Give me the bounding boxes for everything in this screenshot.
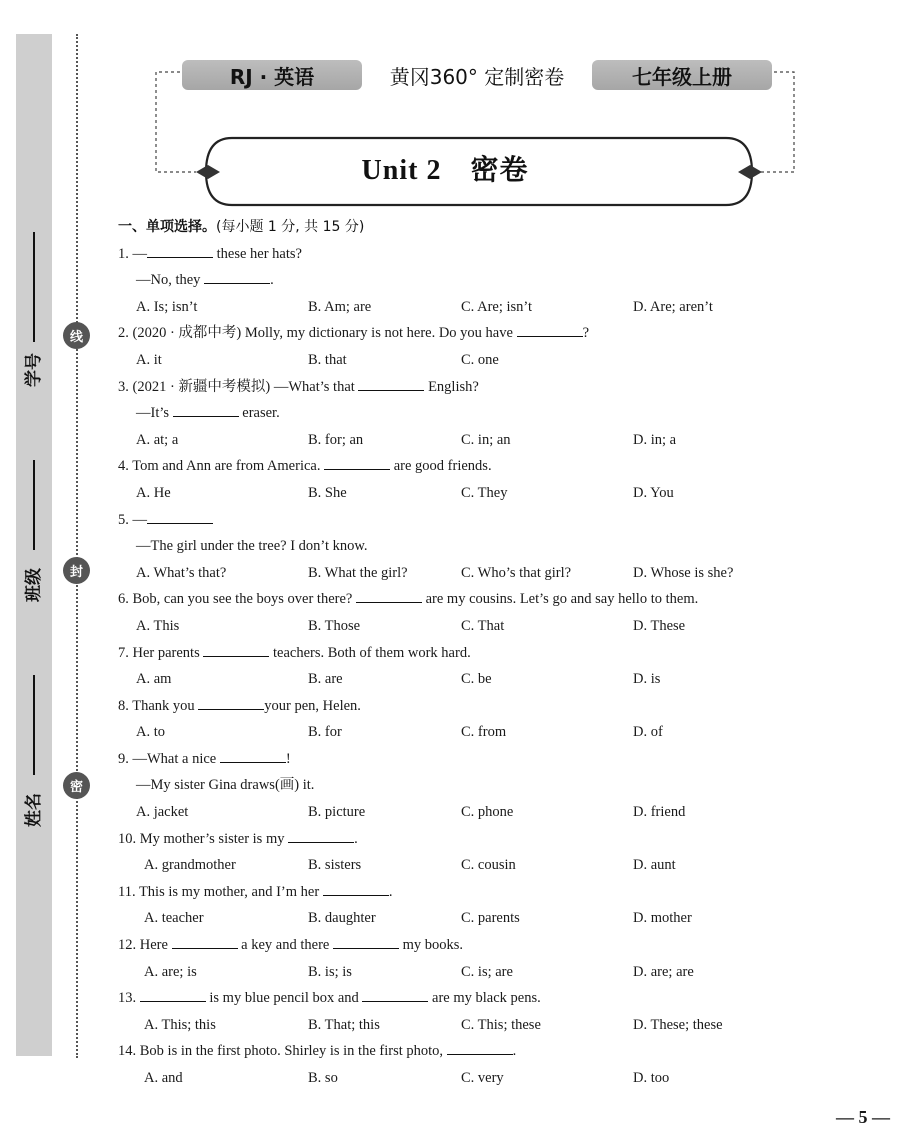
option-c[interactable]: C. cousin [461,857,516,874]
student-number-line [33,232,35,342]
option-a[interactable]: A. This; this [144,1016,216,1033]
option-c[interactable]: C. parents [461,910,520,927]
question-text: 12. Here [118,937,172,954]
question-line [118,400,838,427]
question-text: . [270,272,274,289]
options-row [118,666,838,693]
option-d[interactable]: D. These [633,617,686,634]
options-row [118,1012,838,1039]
question-text: —It’s [136,405,173,422]
series-title: 黄冈360° 定制密卷 [389,64,565,89]
question-line [118,772,838,799]
options-row [118,852,838,879]
question-text: —My sister Gina draws(画) it. [136,777,315,794]
option-d[interactable]: D. Are; aren’t [633,298,713,315]
option-d[interactable]: D. friend [633,804,686,821]
question-text: . [388,883,393,900]
options-row [118,905,838,932]
option-b[interactable]: B. for; an [308,431,364,448]
option-b[interactable]: B. is; is [308,963,352,980]
question-line [118,374,838,401]
question-text: a key and there [237,937,333,954]
question-text: —The girl under the tree? I don’t know. [136,538,368,555]
question-text: 13. [118,990,140,1007]
option-c[interactable]: C. This; these [461,1016,541,1033]
option-b[interactable]: B. are [308,671,343,688]
answer-blank[interactable] [203,642,269,657]
question-text: 7. Her parents [118,644,204,661]
question-text: is my blue pencil box and [205,990,363,1007]
option-c[interactable]: C. They [461,484,508,501]
name-label: 姓名 [24,793,44,827]
question-line [118,320,838,347]
option-c[interactable]: C. That [461,617,505,634]
answer-blank[interactable] [356,588,422,603]
question-line [118,507,838,534]
option-c[interactable]: C. in; an [461,431,511,448]
question-text: ! [285,750,291,767]
seal-secret: 密 [63,772,90,799]
option-b[interactable]: B. That; this [308,1016,380,1033]
option-b[interactable]: B. She [308,484,347,501]
page-title: Unit 2 密卷 [361,155,529,186]
question-text: 9. —What a nice [118,750,220,767]
answer-blank[interactable] [323,881,389,896]
option-d[interactable]: D. is [633,671,661,688]
answer-blank[interactable] [173,402,239,417]
question-line [118,879,838,906]
option-c[interactable]: C. is; are [461,963,513,980]
option-a[interactable]: A. Is; isn’t [136,298,198,315]
options-row [118,613,838,640]
options-row [118,799,838,826]
answer-blank[interactable] [147,243,213,258]
answer-blank[interactable] [198,695,264,710]
question-line [118,985,838,1012]
question-line [118,1038,838,1065]
answer-blank[interactable] [147,509,213,524]
question-text: ? [582,325,589,342]
option-c[interactable]: C. very [461,1070,504,1086]
option-a[interactable]: A. it [136,351,162,368]
options-row [118,427,838,454]
option-c[interactable]: C. phone [461,804,514,821]
question-text: English? [424,378,479,395]
option-c[interactable]: C. from [461,724,507,741]
option-a[interactable]: A. This [136,617,180,634]
option-b[interactable]: B. picture [308,804,366,821]
question-line [118,640,838,667]
student-number-label: 学号 [24,353,44,387]
option-b[interactable]: B. Am; are [308,298,372,315]
question-text: 8. Thank you [118,697,199,714]
option-b[interactable]: B. What the girl? [308,564,408,581]
options-row [118,480,838,507]
option-c[interactable]: C. one [461,351,499,368]
section-note: (每小题 1 分, 共 15 分) [216,219,365,235]
answer-blank[interactable] [204,269,270,284]
option-d[interactable]: D. Whose is she? [633,564,734,581]
question-text: teachers. Both of them work hard. [269,644,471,661]
question-text: 14. Bob is in the first photo. Shirley is in the first photo, [118,1043,447,1060]
question-text: . [512,1043,517,1060]
question-text: 10. My mother’s sister is my [118,830,289,847]
option-a[interactable]: A. What’s that? [136,564,227,581]
question-line [118,932,838,959]
question-line [118,586,838,613]
option-a[interactable]: A. am [136,671,172,688]
question-text: my books. [398,937,464,954]
question-text: are my cousins. Let’s go and say hello to them. [421,591,699,608]
question-line [118,241,838,268]
answer-blank[interactable] [288,828,354,843]
question-text: are good friends. [390,458,492,475]
option-d[interactable]: D. You [633,484,674,501]
option-b[interactable]: B. so [308,1070,338,1086]
option-b[interactable]: B. that [308,351,347,368]
seal-seal: 封 [63,557,90,584]
option-a[interactable]: A. He [136,484,171,501]
section-heading [118,214,838,241]
question-text: eraser. [238,405,280,422]
question-line [118,453,838,480]
option-a[interactable]: A. at; a [136,431,179,448]
answer-blank[interactable] [358,376,424,391]
question-text: 4. Tom and Ann are from America. [118,458,325,475]
question-line [118,826,838,853]
options-row [118,347,838,374]
options-row [118,959,838,986]
question-line [118,746,838,773]
question-text: are my black pens. [428,990,541,1007]
question-text: 1. — [118,245,147,262]
divider-line [33,460,35,550]
answer-blank[interactable] [172,934,238,949]
seal-line: 线 [63,322,90,349]
section-title: 一、单项选择。 [118,219,216,235]
option-a[interactable]: A. teacher [144,910,204,927]
question-text: your pen, Helen. [264,697,361,714]
question-text: 6. Bob, can you see the boys over there? [118,591,356,608]
question-list [118,214,838,1092]
answer-blank[interactable] [324,455,390,470]
option-d[interactable]: D. aunt [633,857,676,874]
grade-badge: 七年级上册 [592,60,772,90]
option-a[interactable]: A. and [144,1070,183,1086]
question-line [118,693,838,720]
option-c[interactable]: C. Are; isn’t [461,298,533,315]
option-d[interactable]: D. These; these [633,1016,723,1033]
option-b[interactable]: B. Those [308,617,361,634]
class-label: 班级 [24,568,44,602]
option-c[interactable]: C. be [461,671,492,688]
question-text: these her hats? [213,245,302,262]
option-d[interactable]: D. too [633,1070,670,1086]
answer-blank[interactable] [220,748,286,763]
option-a[interactable]: A. grandmother [144,857,236,874]
option-c[interactable]: C. Who’s that girl? [461,564,572,581]
question-text: —No, they [136,272,205,289]
options-row [118,1065,838,1092]
question-line [118,267,838,294]
page-number: — 5 — [836,1107,890,1127]
option-d[interactable]: D. mother [633,910,692,927]
option-a[interactable]: A. jacket [136,804,189,821]
option-b[interactable]: B. sisters [308,857,362,874]
options-row [118,294,838,321]
options-row [118,560,838,587]
question-text: 11. This is my mother, and I’m her [118,883,323,900]
answer-blank[interactable] [362,987,428,1002]
options-row [118,719,838,746]
option-b[interactable]: B. daughter [308,910,376,927]
question-text: 3. (2021 · 新疆中考模拟) —What’s that [118,378,359,395]
answer-blank[interactable] [140,987,206,1002]
option-b[interactable]: B. for [308,724,342,741]
answer-blank[interactable] [333,934,399,949]
class-line [33,675,35,775]
answer-blank[interactable] [447,1040,513,1055]
option-d[interactable]: D. in; a [633,431,677,448]
option-a[interactable]: A. to [136,724,165,741]
question-text: 2. (2020 · 成都中考) Molly, my dictionary is not here. Do you have [118,325,517,342]
subject-badge: RJ · 英语 [182,60,362,90]
question-line [118,533,838,560]
question-text: 5. — [118,511,147,528]
option-a[interactable]: A. are; is [144,963,197,980]
question-text: . [354,830,358,847]
option-d[interactable]: D. of [633,724,663,741]
option-d[interactable]: D. are; are [633,963,694,980]
answer-blank[interactable] [517,322,583,337]
